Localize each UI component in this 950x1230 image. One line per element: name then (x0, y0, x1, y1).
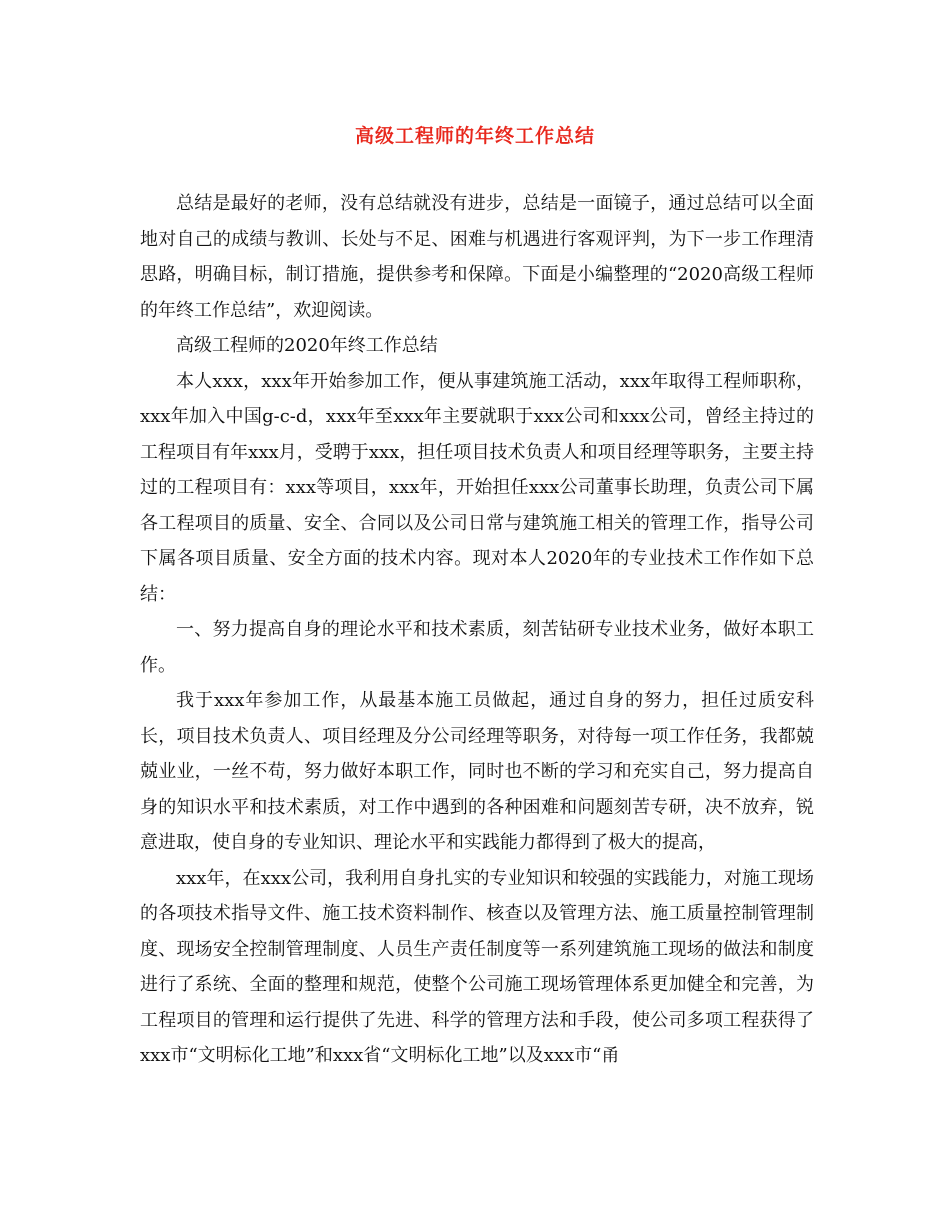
point-one-heading: 一、努力提高自身的理论水平和技术素质，刻苦钻研专业技术业务，做好本职工作。 (140, 619, 814, 676)
work-experience-paragraph: 我于xxx年参加工作，从最基本施工员做起，通过自身的努力，担任过质安科长，项目技术负责人、项目经理及分公司经理等职务，对待每一项工作任务，我都兢兢业业，一丝不苟，努力做好本职工作，同时也不断的学习和充实自己，努力提高自身的知识水平和技术素质，对工作中遇到的各种困难和问题刻苦专研，决不放弃，锐意进取，使自身的专业知识、理论水平和实践能力都得到了极大的提高， (140, 690, 814, 853)
achievements-paragraph: xxx年，在xxx公司，我利用自身扎实的专业知识和较强的实践能力，对施工现场的各项技术指导文件、施工技术资料制作、核查以及管理方法、施工质量控制管理制度、现场安全控制管理制度、人员生产责任制度等一系列建筑施工现场的做法和制度进行了系统、全面的整理和规范，使整个公司施工现场管理体系更加健全和完善，为工程项目的管理和运行提供了先进、科学的管理方法和手段，使公司多项工程获得了xxx市“文明标化工地”和xxx省“文明标化工地”以及xxx市“甬 (140, 867, 814, 1066)
document-title: 高级工程师的年终工作总结 (354, 125, 595, 147)
background-paragraph: 本人xxx，xxx年开始参加工作，便从事建筑施工活动，xxx年取得工程师职称，xxx年加入中国g-c-d，xxx年至xxx年主要就职于xxx公司和xxx公司，曾经主持过的工程项目有年xxx月，受聘于xxx，担任项目技术负责人和项目经理等职务，主要主持过的工程项目有：xxx等项目，xxx年，开始担任xxx公司董事长助理，负责公司下属各工程项目的质量、安全、合同以及公司日常与建筑施工相关的管理工作，指导公司下属各项目质量、安全方面的技术内容。现对本人2020年的专业技术工作作如下总结： (140, 370, 814, 605)
section-heading: 高级工程师的2020年终工作总结 (176, 335, 438, 356)
intro-paragraph: 总结是最好的老师，没有总结就没有进步，总结是一面镜子，通过总结可以全面地对自己的成绩与教训、长处与不足、困难与机遇进行客观评判，为下一步工作理清思路，明确目标，制订措施，提供参考和保障。下面是小编整理的“2020高级工程师的年终工作总结”，欢迎阅读。 (140, 193, 814, 321)
document-body (140, 186, 814, 1074)
